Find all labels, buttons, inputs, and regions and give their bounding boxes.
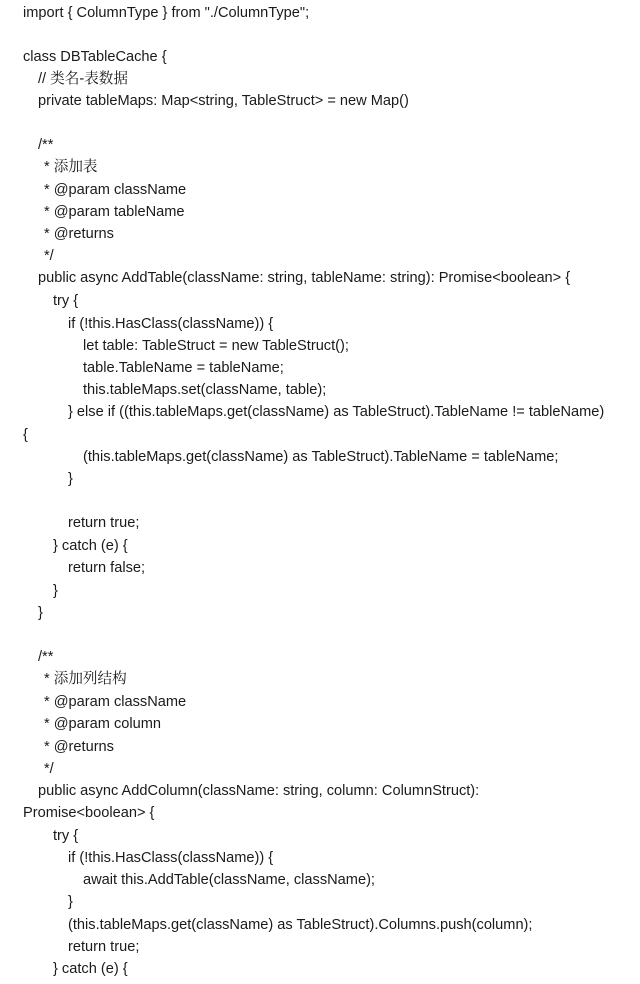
code-line: try { bbox=[53, 293, 79, 309]
code-line: (this.tableMaps.get(className) as TableStruct).TableName = tableName; bbox=[83, 449, 559, 465]
code-line: private tableMaps: Map<string, TableStruct> = new Map() bbox=[38, 93, 409, 109]
code-line: */ bbox=[44, 761, 54, 777]
code-line: import { ColumnType } from "./ColumnType"; bbox=[23, 5, 310, 21]
code-line: * @param className bbox=[44, 182, 187, 198]
code-line: this.tableMaps.set(className, table); bbox=[83, 382, 327, 398]
code-line: } catch (e) { bbox=[53, 961, 128, 977]
code-line: * 添加表 bbox=[44, 159, 98, 175]
code-line: } else if ((this.tableMaps.get(className) as TableStruct).TableName != tableName) bbox=[68, 404, 605, 420]
code-line: } bbox=[53, 583, 58, 599]
code-line: return true; bbox=[68, 939, 140, 955]
code-line: */ bbox=[44, 248, 54, 264]
code-line: } bbox=[68, 471, 73, 487]
code-line: { bbox=[23, 427, 28, 443]
code-line: return false; bbox=[68, 560, 146, 576]
code-line: (this.tableMaps.get(className) as TableStruct).Columns.push(column); bbox=[68, 917, 533, 933]
code-line: return true; bbox=[68, 515, 140, 531]
code-line: } bbox=[68, 894, 73, 910]
code-line: class DBTableCache { bbox=[23, 49, 167, 65]
code-line: public async AddTable(className: string, tableName: string): Promise<boolean> { bbox=[38, 270, 571, 286]
code-line: public async AddColumn(className: string, column: ColumnStruct): bbox=[38, 783, 480, 799]
code-line: } catch (e) { bbox=[53, 538, 128, 554]
code-line: try { bbox=[53, 828, 79, 844]
code-line: /** bbox=[38, 137, 54, 153]
code-line: * 添加列结构 bbox=[44, 671, 127, 687]
code-line: * @param tableName bbox=[44, 204, 185, 220]
code-line: if (!this.HasClass(className)) { bbox=[68, 316, 274, 332]
code-line: if (!this.HasClass(className)) { bbox=[68, 850, 274, 866]
code-line: /** bbox=[38, 649, 54, 665]
code-line: table.TableName = tableName; bbox=[83, 360, 284, 376]
code-line: * @param className bbox=[44, 694, 187, 710]
code-line: // 类名-表数据 bbox=[38, 71, 128, 87]
code-line: await this.AddTable(className, className); bbox=[83, 872, 375, 888]
code-line: * @returns bbox=[44, 226, 114, 242]
code-line: Promise<boolean> { bbox=[23, 805, 155, 821]
code-line: } bbox=[38, 605, 43, 621]
code-line: * @returns bbox=[44, 739, 114, 755]
code-line: let table: TableStruct = new TableStruct(); bbox=[83, 338, 349, 354]
code-line: * @param column bbox=[44, 716, 162, 732]
